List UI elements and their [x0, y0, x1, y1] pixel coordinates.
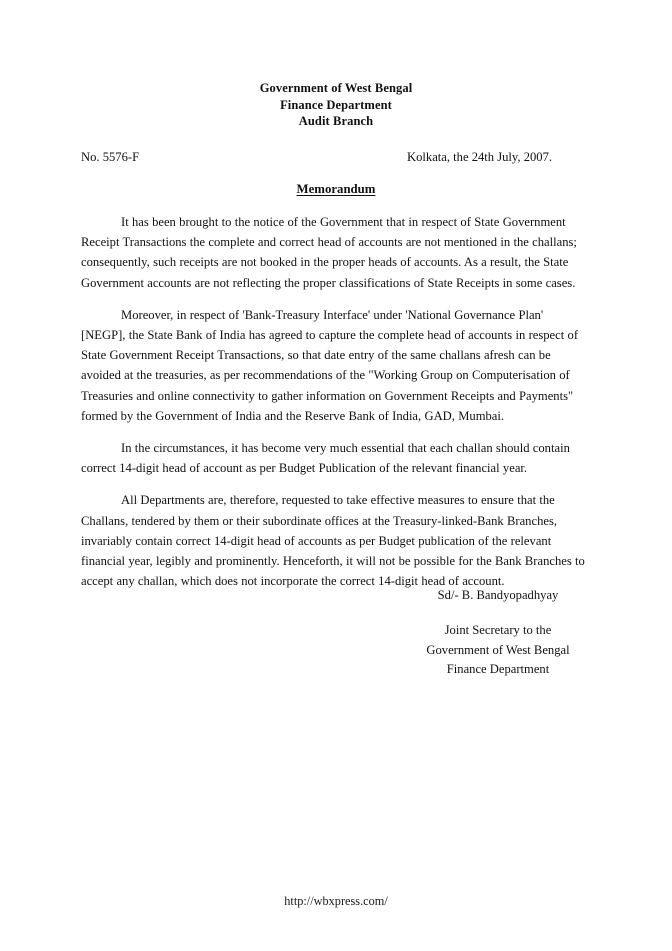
- signatory-name: Sd/- B. Bandyopadhyay: [437, 588, 559, 602]
- paragraph-2: Moreover, in respect of 'Bank-Treasury Interface' under 'National Governance Plan' [NEGP], the State Bank of India has agreed to capture the complete head of accounts in respect of State Government Receipt Transactions, so that date entry of the same challans afresh can be avoided at the treasuries, as per recommendations of the "Working Group on Computerisation of Treasuries and online connectivity to gather information on Government Receipts and Payments" formed by the Government of India and the Reserve Bank of India, GAD, Mumbai.: [81, 307, 579, 423]
- page-footer: [0, 892, 672, 910]
- memo-number: No. 5576-F: [81, 150, 140, 164]
- designation-line-title: Joint Secretary to the: [444, 623, 552, 637]
- designation-line-government: Government of West Bengal: [426, 642, 570, 657]
- signature-block: [398, 586, 598, 604]
- source-url: http://wbxpress.com/: [284, 894, 388, 908]
- letterhead-line-department: Finance Department: [280, 97, 392, 112]
- paragraph-3: In the circumstances, it has become very much essential that each challan should contain correct 14-digit head of account as per Budget Publication of the relevant financial year.: [81, 441, 570, 476]
- document-body: [81, 212, 590, 591]
- memorandum-title-text: Memorandum: [296, 182, 376, 196]
- designation-block: [398, 621, 598, 680]
- designation-line-department: Finance Department: [446, 662, 550, 676]
- paragraph-4: All Departments are, therefore, requested to take effective measures to ensure that the Challans, tendered by them or their subordinate offices at the Treasury-linked-Bank Branches, invariably contain correct 14-digit head of accounts as per Budget publication of the relevant financial year, legibly and prominently. Henceforth, it will not be possible for the Bank Branches to accept any challan, which does not incorporate the correct 14-digit head of account.: [81, 493, 585, 589]
- reference-row: [81, 148, 591, 166]
- paragraph-1: It has been brought to the notice of the Government that in respect of State Government Receipt Transactions the complete and correct head of accounts are not mentioned in the challans; consequently, such receipts are not booked in the proper heads of accounts. As a result, the State Government accounts are not reflecting the proper classifications of State Receipts in some cases.: [81, 215, 577, 290]
- memorandum-title: [0, 180, 672, 198]
- place-and-date: Kolkata, the 24th July, 2007.: [407, 150, 553, 164]
- letterhead-line-government: Government of West Bengal: [259, 81, 413, 95]
- letterhead: [0, 80, 672, 130]
- letterhead-line-branch: Audit Branch: [298, 114, 374, 128]
